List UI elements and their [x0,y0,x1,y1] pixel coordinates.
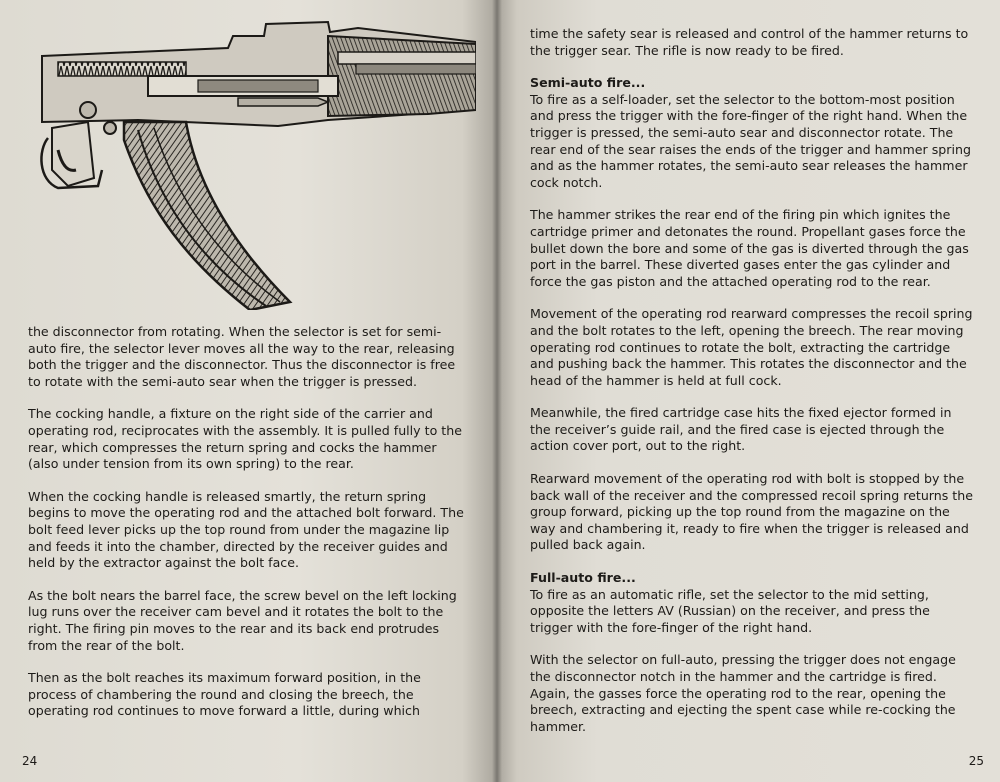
paragraph: The hammer strikes the rear end of the firing pin which ignites the cartridge primer and detonates the round. Propellant gases force the bullet down the bore and some of the gas is diverted through the gas port in the barrel. These diverted gases enter the gas cylinder and force the gas piston and the attached operating rod to the rear. [530,207,969,289]
paragraph: Movement of the operating rod rearward compresses the recoil spring and the bolt rotates to the left, opening the breech. The rear moving operating rod continues to rotate the bolt, extracting the cartridge and pushing back the hammer. This rotates the disconnector and the head of the hammer is held at full cock. [530,306,973,388]
paragraph: time the safety sear is released and control of the hammer returns to the trigger sear. The rifle is now ready to be fired. [530,26,969,58]
paragraph: To fire as a self-loader, set the selector to the bottom-most position and press the trigger with the fore-finger of the right hand. When the trigger is pressed, the semi-auto sear and disconnector rotate. The rear end of the sear raises the ends of the trigger and hammer spring and as the hammer rotates, the semi-auto sear releases the hammer cock notch. [530,91,971,190]
rifle-cutaway-illustration [28,10,476,310]
section-heading: Full-auto fire... [530,570,636,586]
page-number: 25 [968,754,984,768]
paragraph: To fire as an automatic rifle, set the selector to the mid setting, opposite the letters AV (Russian) on the receiver, and press the trigger with the fore-finger of the right hand. [530,586,930,635]
paragraph: With the selector on full-auto, pressing the trigger does not engage the disconnector notch in the hammer and the cartridge is fired. Again, the gasses force the operating rod to the rear, opening the breech, extracting and ejecting the spent case while re-cocking the hammer. [530,652,956,734]
book-gutter [492,0,502,782]
paragraph: Meanwhile, the fired cartridge case hits the fixed ejector formed in the receiver’s guide rail, and the fired case is ejected through the action cover port, out to the right. [530,405,952,454]
left-page [0,0,497,782]
right-page [497,0,1000,782]
paragraph: Then as the bolt reaches its maximum forward position, in the process of chambering the round and closing the breech, the operating rod continues to move forward a little, during which [28,670,421,719]
paragraph: The cocking handle, a fixture on the right side of the carrier and operating rod, reciprocates with the assembly. It is pulled fully to the rear, which compresses the return spring and cocks the hammer (also under tension from its own spring) to the rear. [28,406,462,472]
left-page-text [28,324,468,736]
paragraph: When the cocking handle is released smartly, the return spring begins to move the operating rod and the attached bolt forward. The bolt feed lever picks up the top round from under the magazine lip and feeds it into the chamber, directed by the receiver guides and held by the extractor against the bolt face. [28,488,464,571]
paragraph: As the bolt nears the barrel face, the screw bevel on the left locking lug runs over the receiver cam bevel and it rotates the bolt to the right. The firing pin moves to the rear and its back end protrudes from the rear of the bolt. [28,587,457,653]
right-page-text [530,26,975,751]
paragraph: Rearward movement of the operating rod with bolt is stopped by the back wall of the receiver and the compressed recoil spring returns the group forward, picking up the top round from the magazine on the way and chambering it, ready to fire when the trigger is released and pulled back again. [530,471,973,553]
section-heading: Semi-auto fire... [530,75,646,91]
paragraph: the disconnector from rotating. When the selector is set for semi-auto fire, the selector lever moves all the way to the rear, releasing both the trigger and the disconnector. Thus the disconnector is free to rotate with the semi-auto sear when the trigger is pressed. [28,324,456,389]
page-number: 24 [22,754,38,768]
